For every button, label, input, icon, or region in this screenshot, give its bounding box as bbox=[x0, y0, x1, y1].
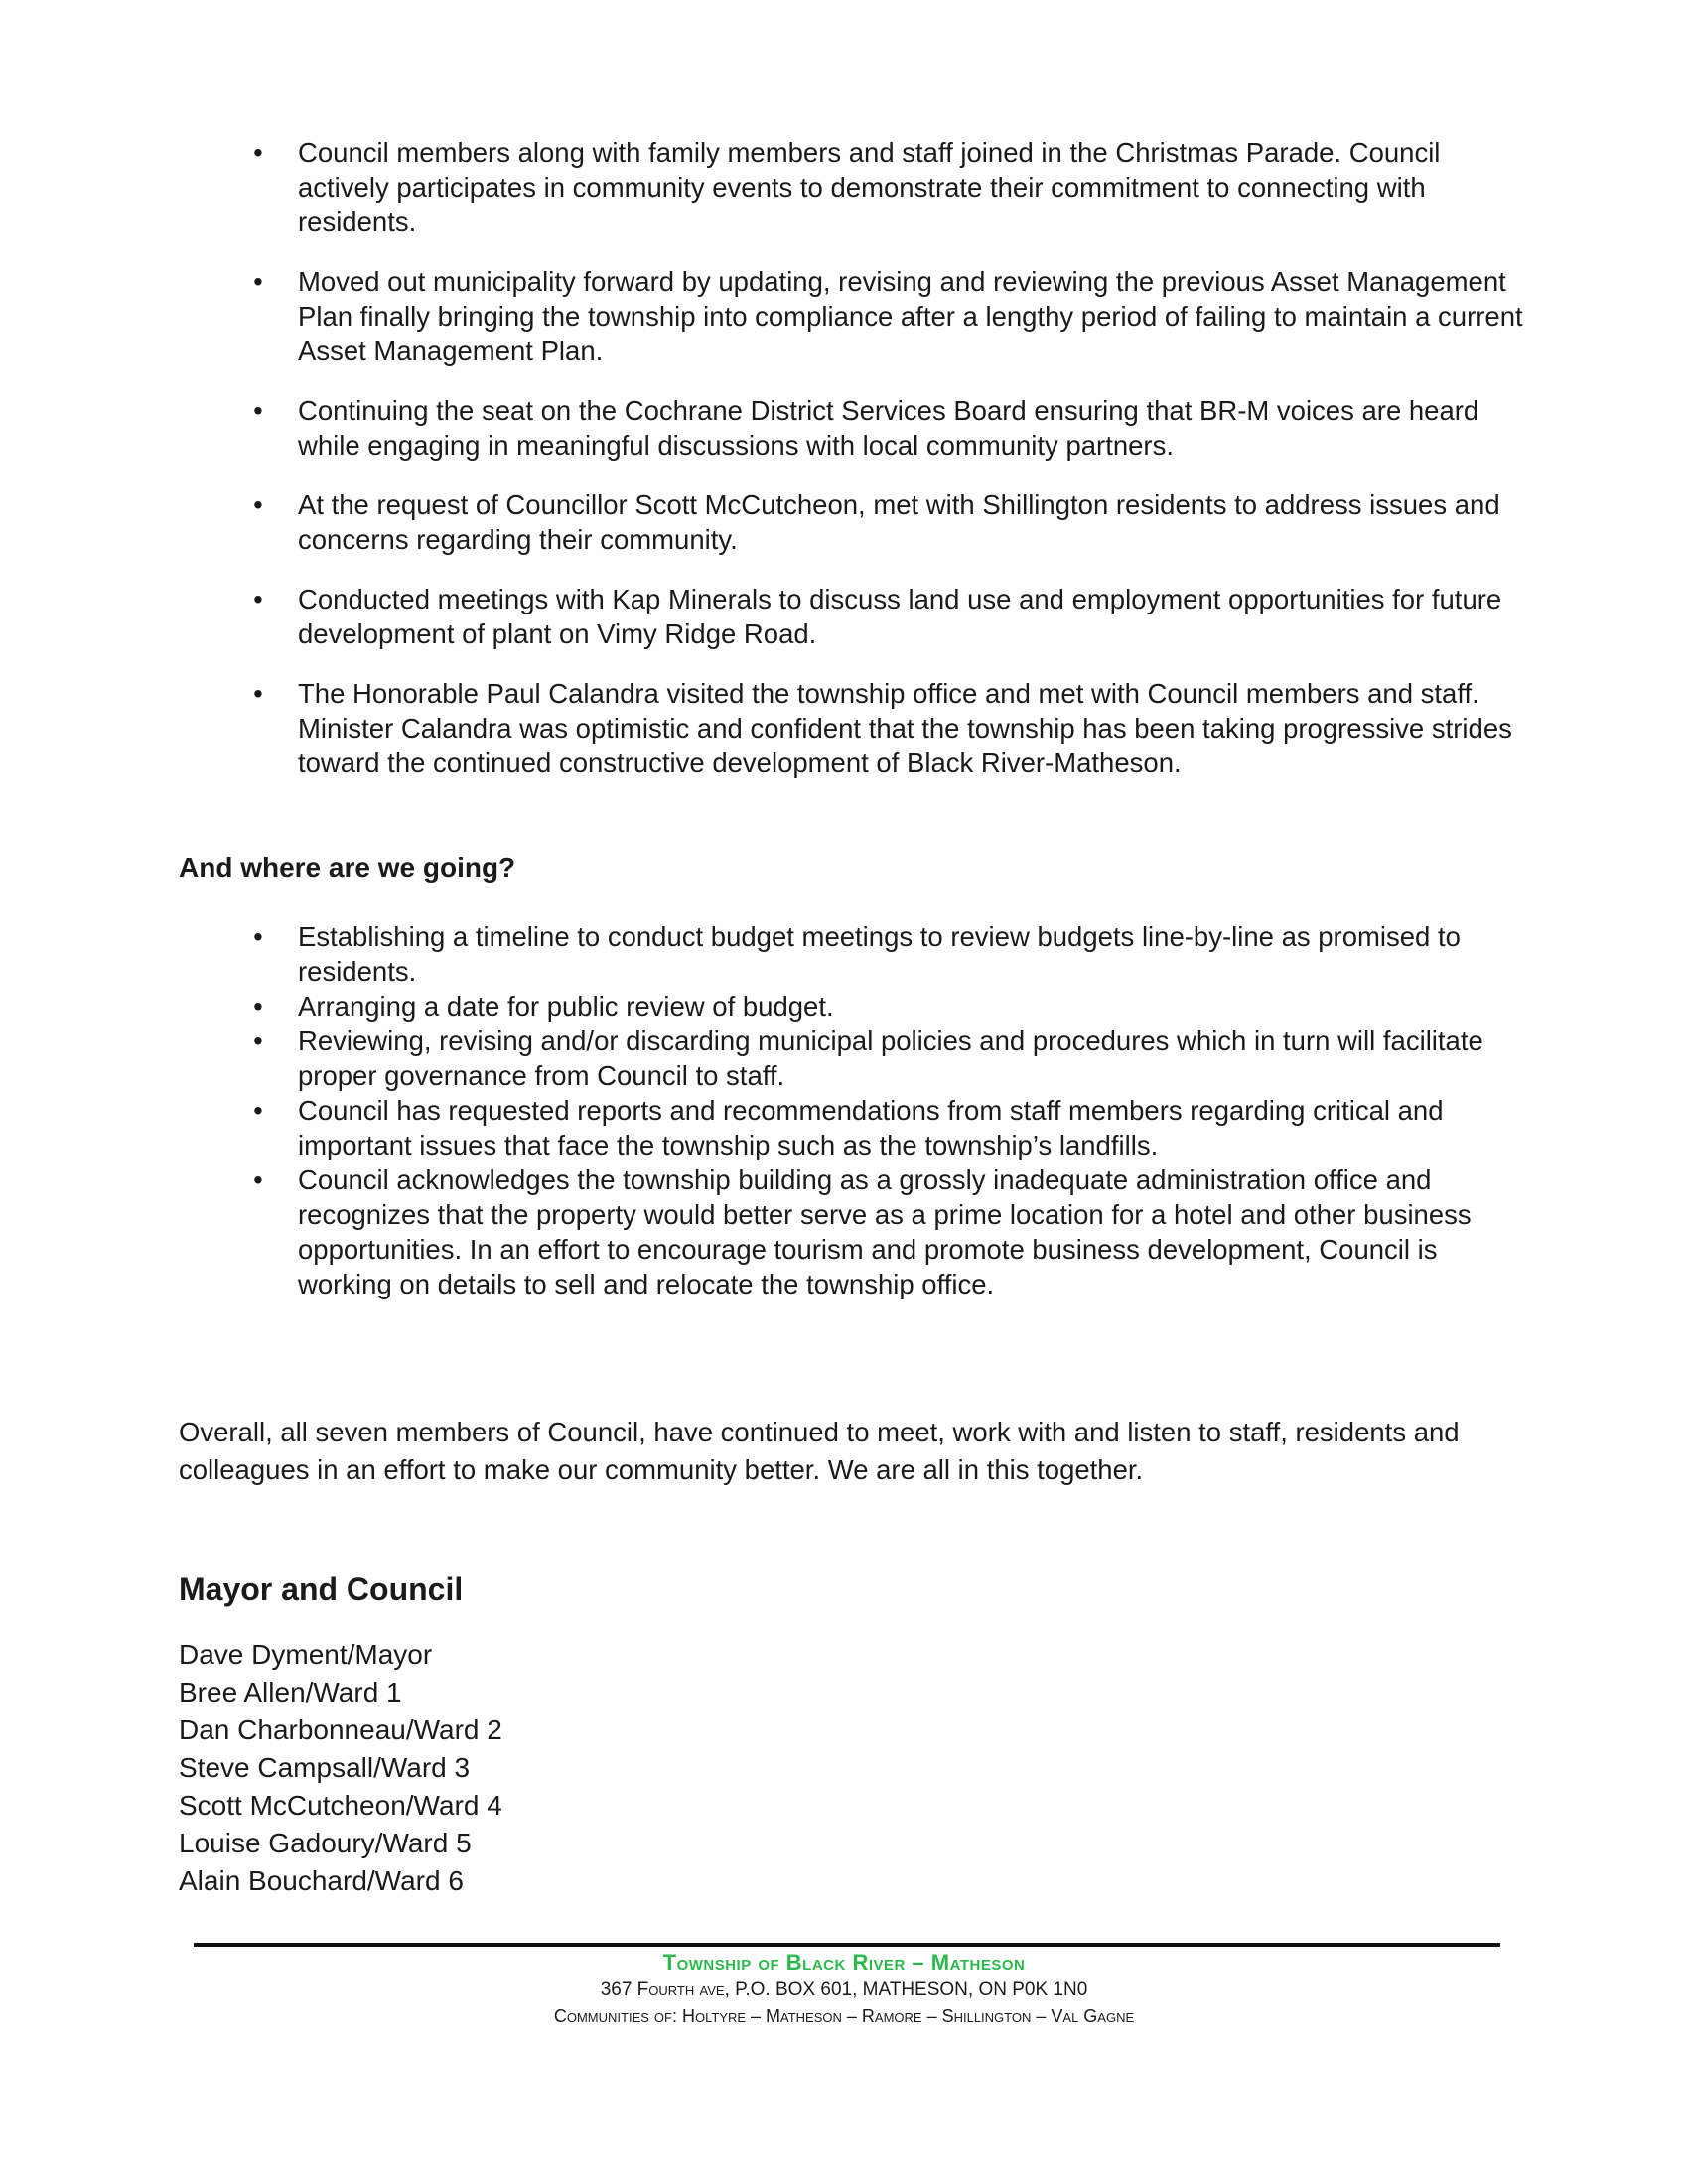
list-item bbox=[248, 989, 1529, 1024]
council-heading: Mayor and Council bbox=[179, 1571, 464, 1607]
list-item bbox=[248, 676, 1529, 780]
council-member: Steve Campsall/Ward 3 bbox=[179, 1752, 471, 1783]
bullet-icon: • bbox=[253, 266, 263, 297]
list-item-text: Moved out municipality forward by updating, revising and reviewing the previous Asset Management Plan finally bringing the township into compliance after a lengthy period of failing to maintain a current Asset Management Plan. bbox=[298, 266, 1523, 366]
list-item bbox=[248, 393, 1529, 463]
bullet-icon: • bbox=[253, 584, 263, 614]
list-item-text: Continuing the seat on the Cochrane District Services Board ensuring that BR-M voices are heard while engaging in meaningful discussions with local community partners. bbox=[298, 395, 1479, 461]
bullet-icon: • bbox=[253, 137, 263, 168]
plans-list bbox=[248, 919, 1529, 1301]
council-member: Bree Allen/Ward 1 bbox=[179, 1677, 402, 1707]
list-item bbox=[248, 264, 1529, 368]
council-member: Scott McCutcheon/Ward 4 bbox=[179, 1790, 502, 1821]
list-item bbox=[248, 487, 1529, 557]
bullet-icon: • bbox=[253, 1025, 263, 1056]
council-member: Dan Charbonneau/Ward 2 bbox=[179, 1714, 502, 1745]
bullet-icon: • bbox=[253, 1095, 263, 1126]
bullet-icon: • bbox=[253, 921, 263, 952]
footer-communities: Communities of: Holtyre – Matheson – Ramore – Shillington – Val Gagne bbox=[553, 2006, 1135, 2026]
list-item bbox=[248, 919, 1529, 989]
list-item-text: At the request of Councillor Scott McCutcheon, met with Shillington residents to address issues and concerns regarding their community. bbox=[298, 489, 1500, 555]
bullet-icon: • bbox=[253, 395, 263, 426]
footer-divider bbox=[194, 1943, 1500, 1947]
list-item bbox=[248, 1093, 1529, 1162]
footer-title: Township of Black River – Matheson bbox=[662, 1950, 1026, 1975]
bullet-icon: • bbox=[253, 1164, 263, 1195]
accomplishments-list bbox=[248, 135, 1529, 805]
list-item-text: Establishing a timeline to conduct budget meetings to review budgets line-by-line as promised to residents. bbox=[298, 921, 1461, 987]
list-item-text: Arranging a date for public review of budget. bbox=[298, 991, 834, 1022]
list-item-text: Council members along with family members and staff joined in the Christmas Parade. Council actively participates in community events to demonstrate their commitment to connecting with residents. bbox=[298, 137, 1441, 237]
council-member: Louise Gadoury/Ward 5 bbox=[179, 1828, 472, 1858]
list-item-text: Council acknowledges the township building as a grossly inadequate administration office and recognizes that the property would better serve as a prime location for a hotel and other business opportunities. In an effort to encourage tourism and promote business development, Council is working on details to sell and relocate the township office. bbox=[298, 1164, 1472, 1299]
council-member: Alain Bouchard/Ward 6 bbox=[179, 1865, 464, 1896]
bullet-icon: • bbox=[253, 678, 263, 709]
list-item bbox=[248, 1162, 1529, 1301]
council-member: Dave Dyment/Mayor bbox=[179, 1639, 433, 1670]
council-members-list bbox=[179, 1636, 502, 1900]
list-item bbox=[248, 135, 1529, 239]
footer-address: 367 Fourth ave, P.O. BOX 601, MATHESON, ON P0K 1N0 bbox=[600, 1979, 1088, 2000]
closing-paragraph: Overall, all seven members of Council, have continued to meet, work with and listen to staff, residents and colleagues in an effort to make our community better. We are all in this together. bbox=[179, 1417, 1460, 1485]
list-item bbox=[248, 582, 1529, 651]
bullet-icon: • bbox=[253, 991, 263, 1022]
section-heading: And where are we going? bbox=[179, 852, 516, 883]
list-item-text: Reviewing, revising and/or discarding municipal policies and procedures which in turn will facilitate proper governance from Council to staff. bbox=[298, 1025, 1483, 1091]
list-item-text: Conducted meetings with Kap Minerals to discuss land use and employment opportunities for future development of plant on Vimy Ridge Road. bbox=[298, 584, 1502, 649]
bullet-icon: • bbox=[253, 489, 263, 520]
list-item-text: The Honorable Paul Calandra visited the township office and met with Council members and staff. Minister Calandra was optimistic and confident that the township has been taking progressive strides toward the continued constructive development of Black River-Matheson. bbox=[298, 678, 1512, 778]
list-item bbox=[248, 1024, 1529, 1093]
list-item-text: Council has requested reports and recommendations from staff members regarding critical and important issues that face the township such as the township’s landfills. bbox=[298, 1095, 1444, 1160]
